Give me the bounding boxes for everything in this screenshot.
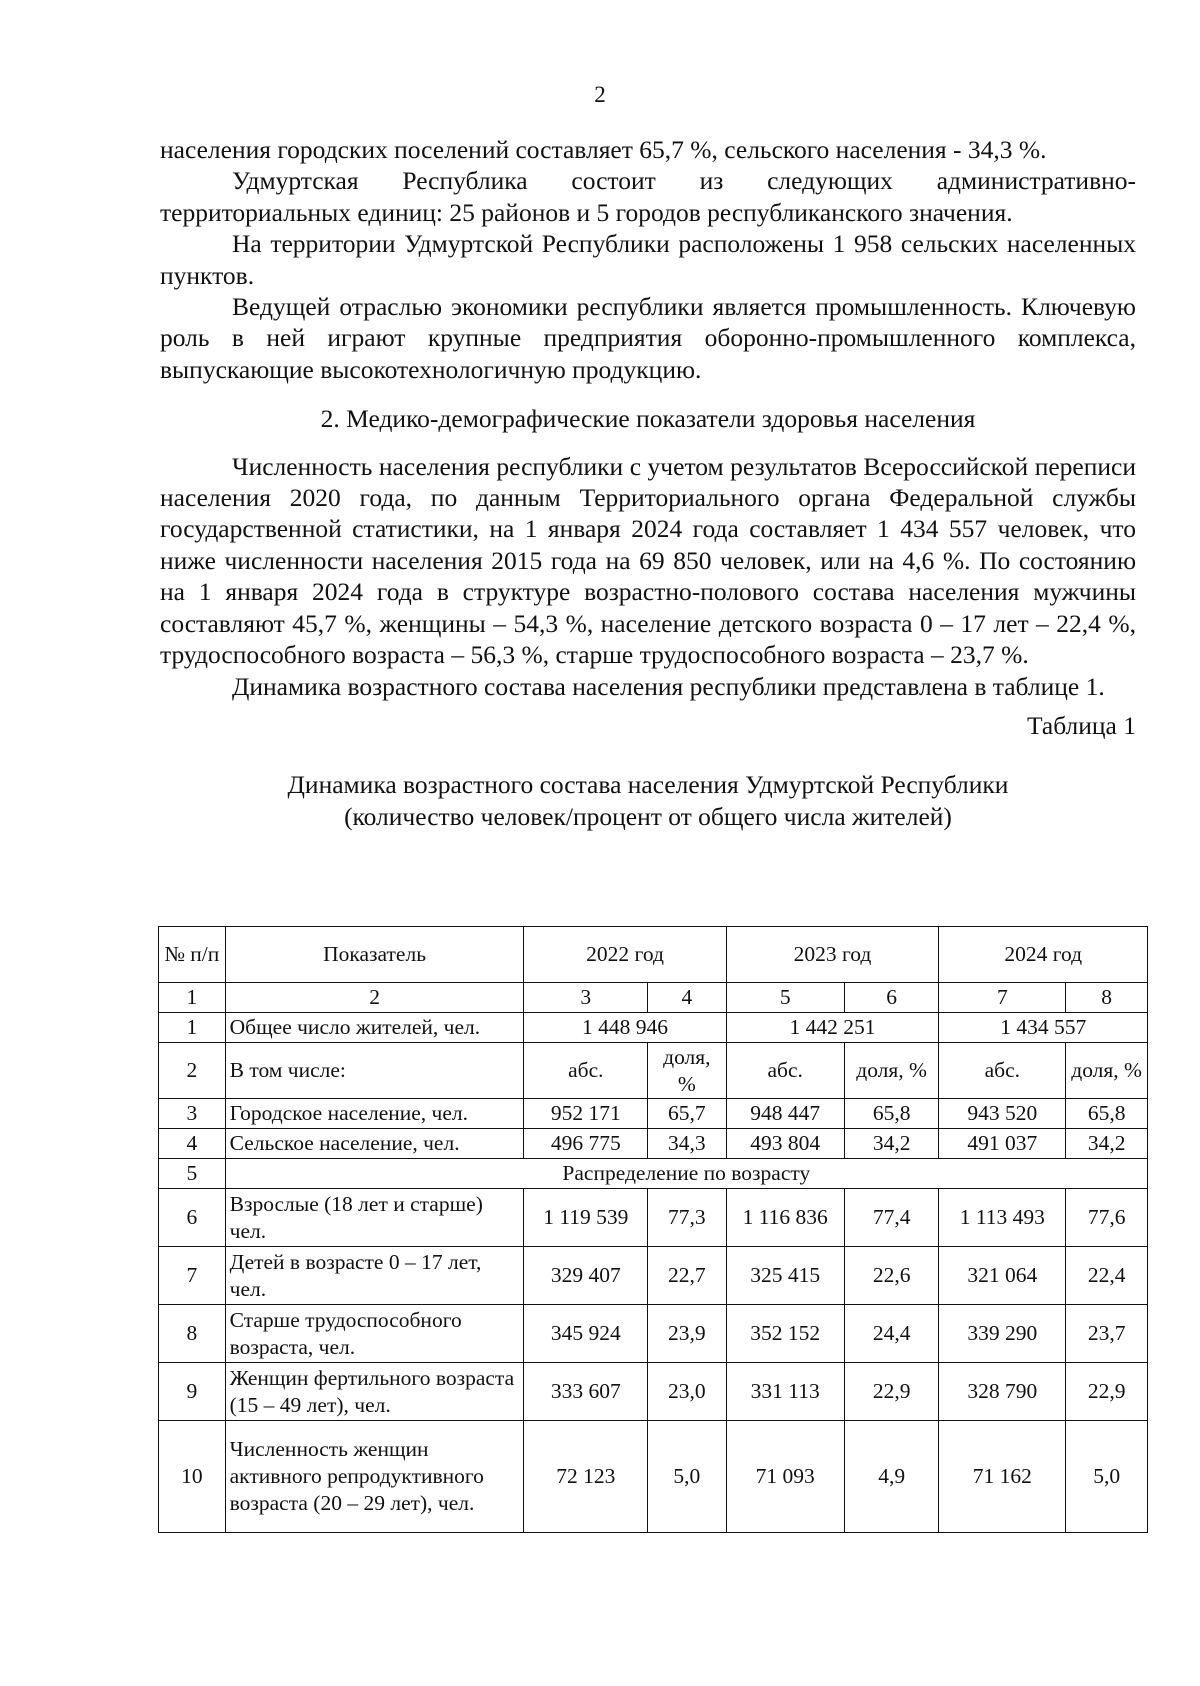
colnum: 8 (1066, 983, 1148, 1013)
cell-value: 496 775 (524, 1129, 648, 1159)
table-row (159, 1189, 1148, 1247)
table-row (159, 1305, 1148, 1363)
table-row (159, 1129, 1148, 1159)
paragraph-2: Удмуртская Республика состоит из следующих административно-территориальных единиц: 25 районов и 5 городов республиканского значения. (160, 166, 1136, 227)
cell-value: 493 804 (726, 1129, 844, 1159)
cell-value: 22,6 (844, 1247, 939, 1305)
cell-value: 23,0 (648, 1363, 726, 1421)
cell-value: 34,3 (648, 1129, 726, 1159)
colnum: 1 (159, 983, 226, 1013)
cell-value: 952 171 (524, 1099, 648, 1129)
cell-value: 345 924 (524, 1305, 648, 1363)
page-number: 2 (594, 82, 606, 107)
row-num: 3 (159, 1099, 226, 1129)
table-row (159, 1363, 1148, 1421)
row-num: 4 (159, 1129, 226, 1159)
abs-header: абс. (726, 1043, 844, 1099)
document-body (160, 134, 1136, 833)
header-2022: 2022 год (524, 927, 726, 983)
colnum: 6 (844, 983, 939, 1013)
population-table (158, 926, 1148, 1533)
cell-value: 339 290 (939, 1305, 1066, 1363)
share-header: доля, % (1066, 1043, 1148, 1099)
row-num: 6 (159, 1189, 226, 1247)
cell-value: 325 415 (726, 1247, 844, 1305)
cell-value: 77,6 (1066, 1189, 1148, 1247)
row-label: В том числе: (225, 1043, 524, 1099)
paragraph-3: На территории Удмуртской Республики расположены 1 958 сельских населенных пунктов. (160, 229, 1136, 290)
cell-value: 24,4 (844, 1305, 939, 1363)
cell-value: 1 113 493 (939, 1189, 1066, 1247)
row-label: Старше трудоспособного возраста, чел. (225, 1305, 524, 1363)
cell-value: 71 162 (939, 1421, 1066, 1533)
row-label: Численность женщин активного репродуктивного возраста (20 – 29 лет), чел. (225, 1421, 524, 1533)
cell-value: 5,0 (648, 1421, 726, 1533)
section-heading: 2. Медико-демографические показатели здоровья населения (320, 404, 976, 434)
cell-value: 1 119 539 (524, 1189, 648, 1247)
cell-value: 328 790 (939, 1363, 1066, 1421)
row-label: Городское население, чел. (225, 1099, 524, 1129)
header-num: № п/п (159, 927, 226, 983)
cell-value: 1 448 946 (524, 1013, 726, 1043)
cell-value: 34,2 (844, 1129, 939, 1159)
colnum: 4 (648, 983, 726, 1013)
section-label: Распределение по возрасту (225, 1159, 1147, 1189)
cell-value: 333 607 (524, 1363, 648, 1421)
table-section-row (159, 1159, 1148, 1189)
cell-value: 948 447 (726, 1099, 844, 1129)
row-label: Общее число жителей, чел. (225, 1013, 524, 1043)
row-label: Взрослые (18 лет и старше) чел. (225, 1189, 524, 1247)
cell-value: 77,4 (844, 1189, 939, 1247)
cell-value: 23,7 (1066, 1305, 1148, 1363)
table-row (159, 1421, 1148, 1533)
share-header: доля, % (844, 1043, 939, 1099)
row-num: 7 (159, 1247, 226, 1305)
table-row (159, 1043, 1148, 1099)
share-header: доля, % (648, 1043, 726, 1099)
cell-value: 321 064 (939, 1247, 1066, 1305)
table-title-line-1: Динамика возрастного состава населения Удмуртской Республики (287, 770, 1009, 800)
cell-value: 352 152 (726, 1305, 844, 1363)
colnum: 5 (726, 983, 844, 1013)
table-title (160, 769, 1136, 833)
row-label: Детей в возрасте 0 – 17 лет, чел. (225, 1247, 524, 1305)
cell-value: 1 116 836 (726, 1189, 844, 1247)
column-numbers-row (159, 983, 1148, 1013)
cell-value: 22,9 (1066, 1363, 1148, 1421)
paragraph-1: населения городских поселений составляет 65,7 %, сельского населения - 34,3 %. (160, 135, 1047, 164)
cell-value: 943 520 (939, 1099, 1066, 1129)
cell-value: 1 434 557 (939, 1013, 1148, 1043)
cell-value: 23,9 (648, 1305, 726, 1363)
row-num: 10 (159, 1421, 226, 1533)
header-2023: 2023 год (726, 927, 939, 983)
row-num: 5 (159, 1159, 226, 1189)
row-label: Сельское население, чел. (225, 1129, 524, 1159)
row-num: 1 (159, 1013, 226, 1043)
cell-value: 77,3 (648, 1189, 726, 1247)
table-label: Таблица 1 (1026, 710, 1136, 740)
cell-value: 22,7 (648, 1247, 726, 1305)
colnum: 3 (524, 983, 648, 1013)
header-2024: 2024 год (939, 927, 1148, 983)
cell-value: 22,9 (844, 1363, 939, 1421)
paragraph-6: Динамика возрастного состава населения республики представлена в таблице 1. (232, 671, 1105, 701)
cell-value: 4,9 (844, 1421, 939, 1533)
row-num: 9 (159, 1363, 226, 1421)
colnum: 7 (939, 983, 1066, 1013)
abs-header: абс. (939, 1043, 1066, 1099)
cell-value: 34,2 (1066, 1129, 1148, 1159)
table-row (159, 1099, 1148, 1129)
cell-value: 72 123 (524, 1421, 648, 1533)
paragraph-4: Ведущей отраслью экономики республики является промышленность. Ключевую роль в ней играют крупные предприятия оборонно-промышленного комплекса, выпускающие высокотехнологичную продукцию. (160, 292, 1136, 384)
cell-value: 65,8 (844, 1099, 939, 1129)
cell-value: 329 407 (524, 1247, 648, 1305)
cell-value: 1 442 251 (726, 1013, 939, 1043)
table-header-row (159, 927, 1148, 983)
row-num: 8 (159, 1305, 226, 1363)
cell-value: 22,4 (1066, 1247, 1148, 1305)
header-indicator: Показатель (225, 927, 524, 983)
paragraph-5: Численность населения республики с учетом результатов Всероссийской переписи населения 2020 года, по данным Территориального органа Федеральной службы государственной статистики, на 1 января 2024 года составляет 1 434 557 человек, что ниже численности населения 2015 года на 69 850 человек, или на 4,6 %. По состоянию на 1 января 2024 года в структуре возрастно-полового состава населения мужчины составляют 45,7 %, женщины – 54,3 %, население детского возраста 0 – 17 лет – 22,4 %, трудоспособного возраста – 56,3 %, старше трудоспособного возраста – 23,7 %. (160, 451, 1136, 670)
cell-value: 491 037 (939, 1129, 1066, 1159)
cell-value: 71 093 (726, 1421, 844, 1533)
row-label: Женщин фертильного возраста (15 – 49 лет), чел. (225, 1363, 524, 1421)
table-title-line-2: (количество человек/процент от общего числа жителей) (344, 802, 952, 832)
table-row (159, 1013, 1148, 1043)
table-row (159, 1247, 1148, 1305)
cell-value: 331 113 (726, 1363, 844, 1421)
colnum: 2 (225, 983, 524, 1013)
cell-value: 65,7 (648, 1099, 726, 1129)
abs-header: абс. (524, 1043, 648, 1099)
cell-value: 65,8 (1066, 1099, 1148, 1129)
cell-value: 5,0 (1066, 1421, 1148, 1533)
row-num: 2 (159, 1043, 226, 1099)
